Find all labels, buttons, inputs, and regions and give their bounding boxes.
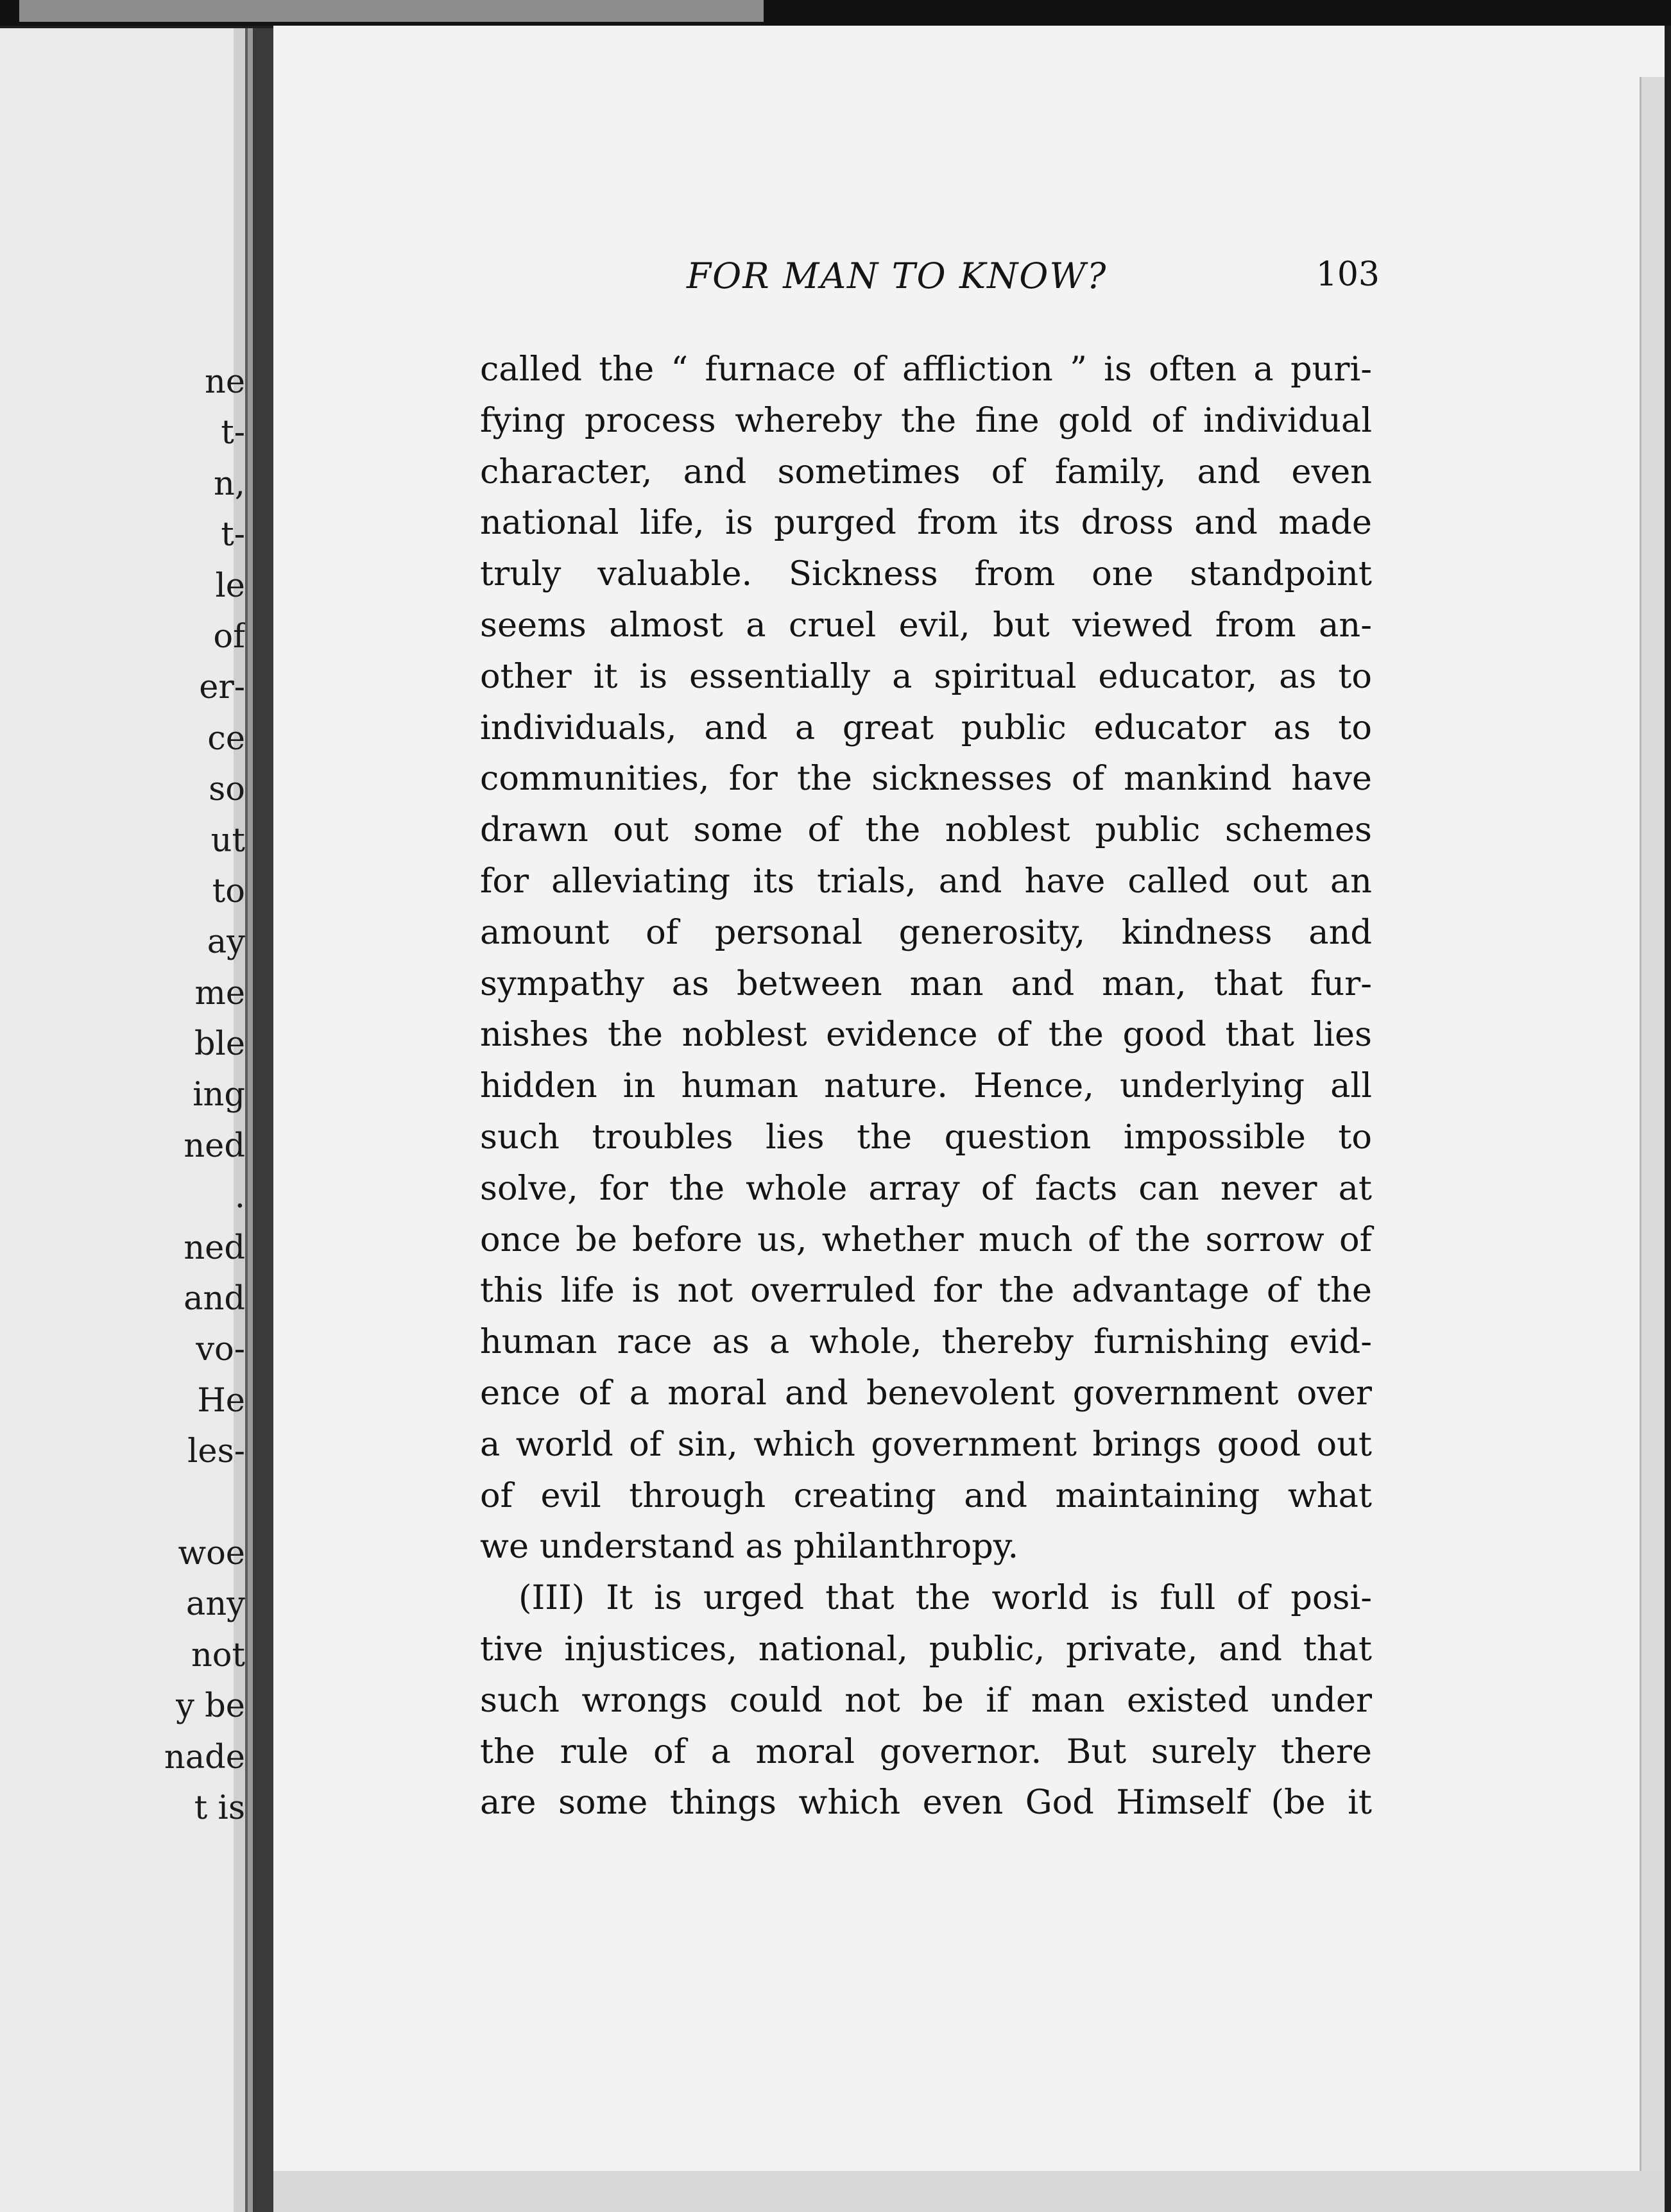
- right-page-edge: [1640, 77, 1665, 2188]
- text-line: this life is not overruled for the advantage of the: [480, 1271, 1372, 1311]
- text-line: a world of sin, which government brings good out: [480, 1424, 1372, 1464]
- text-line: national life, is purged from its dross and made: [480, 503, 1372, 543]
- text-line: solve, for the whole array of facts can never at: [480, 1168, 1372, 1208]
- text-line: of evil through creating and maintaining what: [480, 1476, 1372, 1515]
- fragment-line: le: [215, 566, 245, 605]
- text-line: ence of a moral and benevolent government over: [480, 1373, 1372, 1413]
- fragment-line: t is: [194, 1789, 245, 1827]
- fragment-line: n,: [213, 464, 245, 503]
- left-page-text-fragments: [0, 357, 245, 1833]
- fragment-line: er-: [199, 668, 245, 707]
- text-line: fying process whereby the fine gold of individual: [480, 400, 1372, 440]
- right-page-bottom-strip: [273, 2171, 1665, 2212]
- text-line: such troubles lies the question impossible to: [480, 1117, 1372, 1157]
- fragment-line: ay: [207, 923, 245, 962]
- fragment-line: any: [185, 1585, 245, 1624]
- text-line: nishes the noblest evidence of the good that lies: [480, 1015, 1372, 1055]
- fragment-line: ne: [204, 363, 245, 401]
- fragment-line: and: [184, 1280, 245, 1318]
- fragment-line: ned: [184, 1127, 245, 1165]
- fragment-line: ned: [184, 1229, 245, 1267]
- left-page: [0, 28, 248, 2212]
- book-gutter: [248, 28, 273, 2212]
- text-line: sympathy as between man and man, that fur-: [480, 964, 1372, 1003]
- text-line: other it is essentially a spiritual educator, as to: [480, 656, 1372, 696]
- body-text: [480, 344, 1372, 1828]
- page-number: 103: [1315, 255, 1380, 294]
- text-line: tive injustices, national, public, private, and that: [480, 1629, 1372, 1669]
- fragment-line: ut: [210, 821, 245, 860]
- page-header: [687, 255, 1380, 307]
- fragment-line: les-: [187, 1433, 245, 1471]
- scan-top-shadow: [19, 0, 764, 22]
- fragment-line: ce: [207, 719, 245, 758]
- text-line: called the “ furnace of affliction ” is often a puri-: [480, 350, 1372, 389]
- text-line: are some things which even God Himself (be it: [480, 1783, 1372, 1823]
- text-line: the rule of a moral governor. But surely there: [480, 1731, 1372, 1771]
- fragment-line: me: [194, 974, 245, 1012]
- fragment-line: [0, 1477, 245, 1528]
- text-line: (III) It is urged that the world is full of posi-: [518, 1578, 1372, 1618]
- gutter-line: [248, 28, 253, 2212]
- text-line: we understand as philanthropy.: [480, 1527, 1019, 1567]
- fragment-line: .: [234, 1178, 245, 1216]
- text-line: communities, for the sicknesses of mankind have: [480, 759, 1372, 799]
- text-line: once be before us, whether much of the sorrow of: [480, 1220, 1372, 1259]
- text-line: truly valuable. Sickness from one standpoint: [480, 554, 1372, 594]
- text-line: amount of personal generosity, kindness and: [480, 912, 1372, 952]
- text-line: hidden in human nature. Hence, underlying all: [480, 1066, 1372, 1106]
- fragment-line: of: [213, 617, 245, 656]
- fragment-line: not: [191, 1636, 245, 1674]
- text-line: for alleviating its trials, and have called out an: [480, 861, 1372, 901]
- fragment-line: vo-: [196, 1331, 245, 1369]
- text-line: drawn out some of the noblest public schemes: [480, 810, 1372, 850]
- fragment-line: He: [197, 1381, 245, 1420]
- text-line: such wrongs could not be if man existed under: [480, 1680, 1372, 1720]
- fragment-line: woe: [178, 1534, 245, 1572]
- running-title: FOR MAN TO KNOW?: [687, 255, 1108, 296]
- fragment-line: t-: [221, 516, 245, 554]
- text-line: seems almost a cruel evil, but viewed from an-: [480, 605, 1372, 645]
- text-line: human race as a whole, thereby furnishing evid-: [480, 1322, 1372, 1362]
- text-line: character, and sometimes of family, and even: [480, 452, 1372, 491]
- text-line: individuals, and a great public educator as to: [480, 708, 1372, 747]
- fragment-line: t-: [221, 414, 245, 452]
- fragment-line: so: [209, 770, 245, 809]
- fragment-line: nade: [164, 1738, 245, 1776]
- fragment-line: y be: [176, 1687, 245, 1726]
- fragment-line: to: [212, 872, 245, 910]
- fragment-line: ble: [194, 1025, 245, 1064]
- fragment-line: ing: [193, 1076, 245, 1114]
